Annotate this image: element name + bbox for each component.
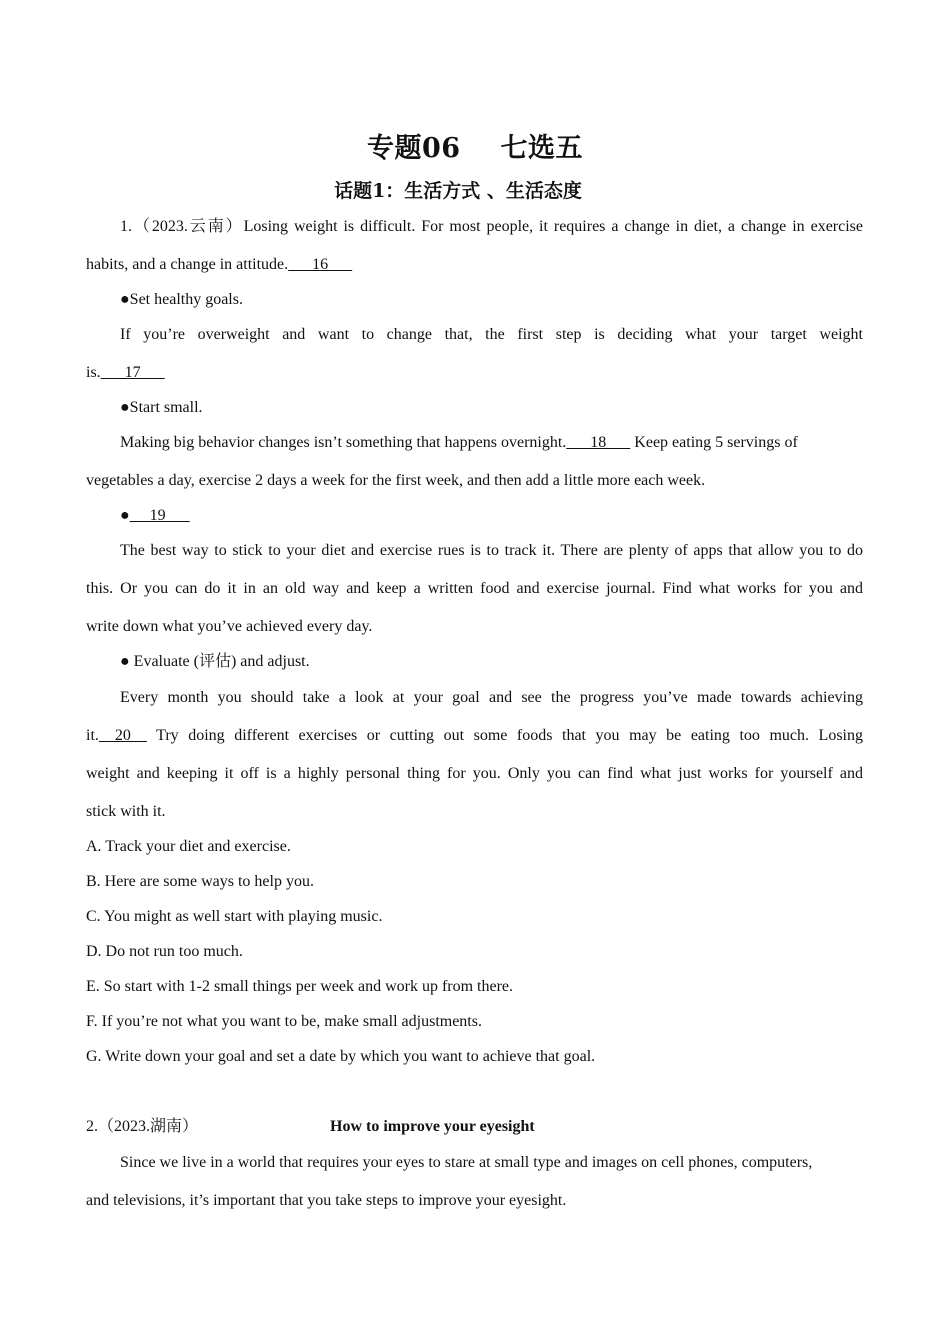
q2-para1-line2: and televisions, it’s important that you take steps to improve your eyesight. (86, 1192, 567, 1209)
option-b: B. Here are some ways to help you. (86, 873, 314, 890)
q1-para2-line2: vegetables a day, exercise 2 days a week for the first week, and then add a little more each week. (86, 472, 706, 489)
option-a: A. Track your diet and exercise. (86, 838, 291, 855)
q1-para4-text-a: it. (86, 727, 99, 744)
q1-para4-line4: stick with it. (86, 803, 166, 820)
q1-para2-text-b: Keep eating 5 servings of (630, 434, 798, 451)
q1-para4-text-b: Try doing different exercises or cutting out some foods that you may be eating too much. Losing (146, 727, 863, 744)
q1-para3-line3: write down what you’ve achieved every day. (86, 618, 373, 635)
q1-intro-line1: 1.（2023.云南）Losing weight is difficult. For most people, it requires a change in diet, a change in exercise (120, 218, 863, 235)
q2-title: How to improve your eyesight (330, 1118, 535, 1135)
option-c: C. You might as well start with playing music. (86, 908, 383, 925)
q2-number: 2.（2023.湖南） (86, 1118, 199, 1135)
blank-17: 17 (100, 364, 165, 381)
q1-para4-line3: weight and keeping it off is a highly personal thing for you. Only you can find what just works for yourself and (86, 765, 863, 782)
q1-para2-line1 (120, 433, 863, 453)
blank-19: 19 (129, 507, 190, 524)
blank-20: 20 (98, 727, 147, 744)
q1-heading-start-small: ●Start small. (120, 399, 203, 416)
q1-para1-text: is. (86, 364, 101, 381)
title-topic-name: 七选五 (500, 133, 584, 164)
q1-heading-set-goals: ●Set healthy goals. (120, 291, 243, 308)
title-topic-number: 专题06 (366, 133, 461, 164)
page-subtitle: 话题1：生活方式 、生活态度 (334, 180, 582, 202)
q1-para1-line2 (86, 363, 863, 383)
q1-para4-line1: Every month you should take a look at your goal and see the progress you’ve made towards achieving (120, 689, 863, 706)
q1-heading-19 (120, 506, 863, 526)
q1-para2-text-a: Making big behavior changes isn’t something that happens overnight. (120, 434, 567, 451)
q1-para4-line2 (86, 726, 863, 746)
q1-para1-line1: If you’re overweight and want to change that, the first step is deciding what your target weight (120, 326, 863, 343)
q2-para1-line1: Since we live in a world that requires your eyes to stare at small type and images on cell phones, computers, (120, 1154, 813, 1171)
option-e: E. So start with 1-2 small things per week and work up from there. (86, 978, 514, 995)
option-d: D. Do not run too much. (86, 943, 243, 960)
q1-para3-line2: this. Or you can do it in an old way and keep a written food and exercise journal. Find what works for you and (86, 580, 863, 597)
q1-heading-evaluate: ● Evaluate (评估) and adjust. (120, 653, 310, 670)
q1-para3-line1: The best way to stick to your diet and exercise rues is to track it. There are plenty of apps that allow you to do (120, 542, 863, 559)
page-title (0, 126, 950, 165)
bullet-mark: ● (120, 507, 130, 524)
blank-16: 16 (288, 256, 353, 273)
option-f: F. If you’re not what you want to be, make small adjustments. (86, 1013, 482, 1030)
blank-18: 18 (566, 434, 631, 451)
q1-intro-text: habits, and a change in attitude. (86, 256, 289, 273)
option-g: G. Write down your goal and set a date by which you want to achieve that goal. (86, 1048, 596, 1065)
q1-intro-line2 (86, 255, 863, 275)
